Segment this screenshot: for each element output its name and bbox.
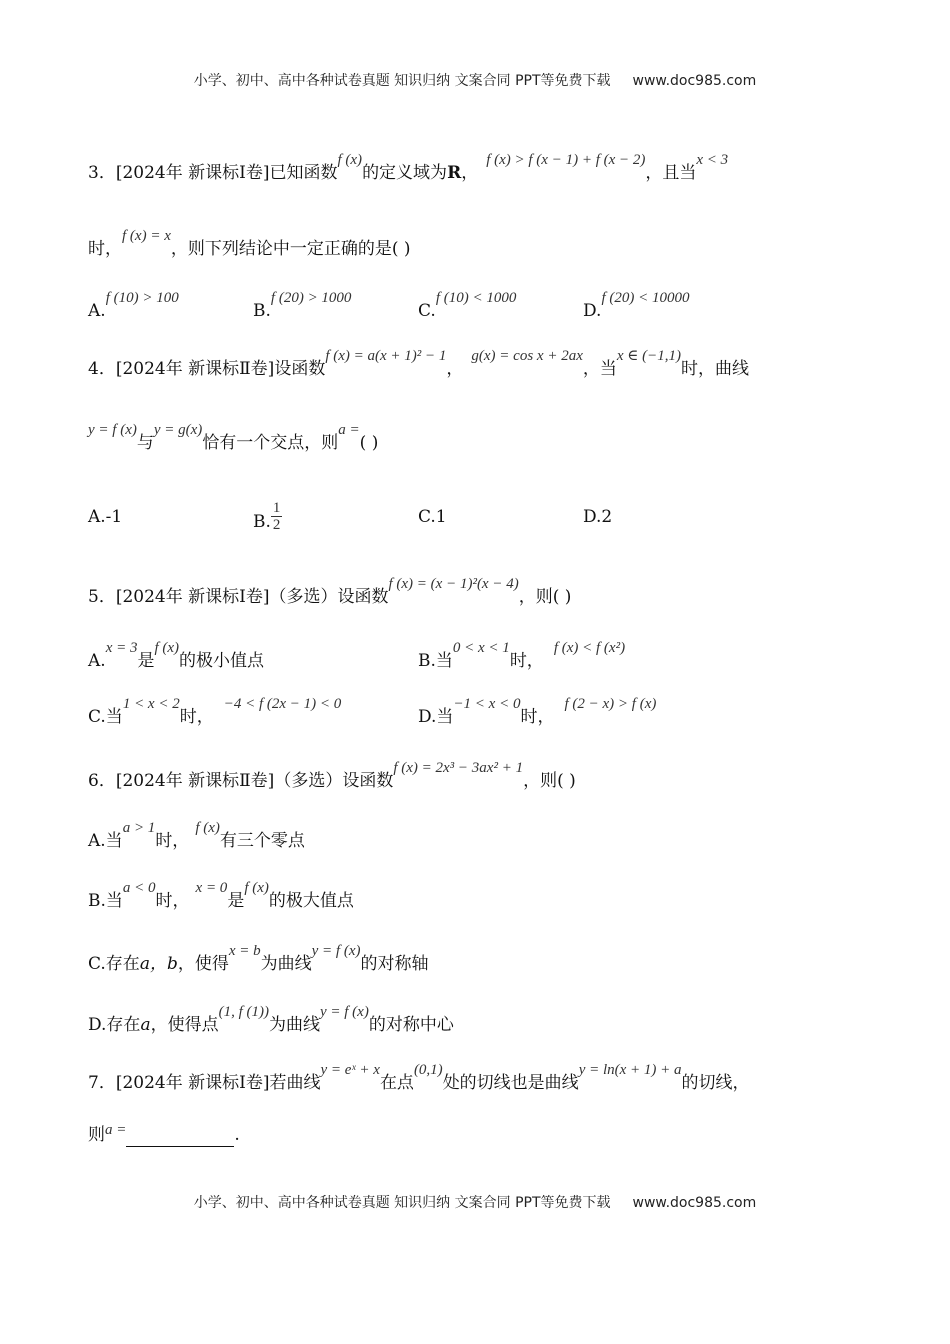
option-math: f (2 − x) > f (x) [564, 696, 657, 712]
option-label: B. [253, 512, 271, 532]
q5-option-c[interactable] [88, 696, 342, 729]
option-text: 的对称轴 [360, 954, 429, 974]
fraction-denominator: 2 [272, 517, 281, 533]
option-math: y = f (x) [319, 1004, 369, 1020]
q3-text: 已知函数 [269, 163, 338, 183]
q4-text: 与 [136, 433, 154, 453]
q4-math: f (x) = a(x + 1)² − 1 [325, 348, 447, 364]
answer-blank[interactable] [126, 1128, 234, 1147]
option-text: 的对称中心 [368, 1015, 454, 1035]
q4-option-b[interactable] [253, 500, 282, 539]
q3-option-b[interactable] [253, 290, 352, 323]
q3-text: 时， [88, 239, 122, 259]
q3-math: f (x) [337, 152, 363, 168]
q7-math: y = eˣ + x [320, 1062, 380, 1078]
question-7 [88, 1062, 750, 1095]
option-math: −1 < x < 0 [453, 696, 521, 712]
q3-bold-r: R [447, 163, 462, 183]
q7-text: 处的切线也是曲线 [442, 1073, 579, 1093]
q4-text: ( ) [359, 433, 379, 453]
q7-text: . [234, 1125, 240, 1145]
q4-math: g(x) = cos x + 2ax [471, 348, 583, 364]
q5-option-b[interactable] [418, 640, 626, 673]
option-math: f (20) < 10000 [601, 290, 690, 306]
option-label: A. [88, 301, 106, 321]
q3-tag: [2024年 新课标Ⅰ卷] [115, 163, 270, 183]
q4-text: 设函数 [274, 359, 326, 379]
q3-option-c[interactable] [418, 290, 517, 323]
footer-text: 小学、初中、高中各种试卷真题 知识归纳 文案合同 PPT等免费下载 [193, 1195, 611, 1211]
q4-tag: [2024年 新课标Ⅱ卷] [115, 359, 275, 379]
option-text: 时， [520, 707, 555, 727]
q5-tag: [2024年 新课标Ⅰ卷] [115, 587, 270, 607]
option-label: C.当 [88, 707, 123, 727]
option-label: B. [253, 301, 271, 321]
question-6 [88, 760, 576, 793]
q3-math: f (x) > f (x − 1) + f (x − 2) [486, 152, 646, 168]
option-text: 时， [179, 707, 214, 727]
q3-option-a[interactable] [88, 290, 179, 323]
option-math: f (x) [244, 880, 269, 896]
q4-math: a = [338, 422, 360, 438]
option-math: x = 0 [195, 880, 228, 896]
q5-option-a[interactable] [88, 640, 265, 673]
option-text: 为曲线 [260, 954, 312, 974]
q7-text: 在点 [379, 1073, 414, 1093]
q3-number: 3． [88, 163, 116, 183]
option-math: f (10) < 1000 [435, 290, 517, 306]
option-label: A. [88, 651, 106, 671]
q3-math: f (x) = x [122, 228, 171, 244]
q6-option-d[interactable] [88, 1004, 454, 1037]
option-text: 的极小值点 [179, 651, 265, 671]
page-header [0, 70, 950, 90]
fraction-numerator: 1 [272, 500, 281, 516]
q5-math: f (x) = (x − 1)²(x − 4) [388, 576, 519, 592]
q4-text: 恰有一个交点，则 [202, 433, 339, 453]
header-site[interactable]: www.doc985.com [632, 73, 757, 89]
q6-text: （多选）设函数 [274, 771, 394, 791]
option-text: 时， [155, 831, 190, 851]
q7-number: 7． [88, 1073, 116, 1093]
option-text: 时， [509, 651, 544, 671]
q6-math: f (x) = 2x³ − 3ax² + 1 [393, 760, 524, 776]
option-variables: a [140, 1015, 151, 1035]
q5-number: 5． [88, 587, 116, 607]
q4-text: 时，曲线 [680, 359, 749, 379]
q7-text: 若曲线 [269, 1073, 321, 1093]
option-math: 0 < x < 1 [452, 640, 510, 656]
q6-option-b[interactable] [88, 880, 354, 913]
question-3 [88, 152, 729, 185]
question-5 [88, 576, 572, 609]
q4-math: y = g(x) [153, 422, 203, 438]
option-label: C. [418, 301, 436, 321]
option-math: f (x) [195, 820, 220, 836]
footer-site[interactable]: www.doc985.com [632, 1195, 757, 1211]
q5-text: ，则( ) [518, 587, 572, 607]
q4-math: y = f (x) [88, 422, 137, 438]
q4-math: x ∈ (−1,1) [616, 348, 681, 364]
option-text: ，使得点 [150, 1015, 219, 1035]
q5-option-d[interactable] [418, 696, 657, 729]
option-math: x = 3 [105, 640, 138, 656]
option-text: 为曲线 [268, 1015, 320, 1035]
q3-text: ，且当 [645, 163, 697, 183]
fraction-one-half [271, 500, 283, 533]
option-label: B.当 [88, 891, 123, 911]
option-math: f (20) > 1000 [270, 290, 352, 306]
option-label: D. [583, 301, 602, 321]
q4-text: ， [446, 359, 464, 379]
option-math: 1 < x < 2 [122, 696, 180, 712]
q4-text: ，当 [582, 359, 617, 379]
option-label: A.当 [88, 831, 123, 851]
q5-text: （多选）设函数 [269, 587, 389, 607]
q4-number: 4． [88, 359, 116, 379]
option-text: 有三个零点 [219, 831, 305, 851]
q7-math: a = [105, 1122, 127, 1138]
q3-text: 的定义域为 [362, 163, 448, 183]
option-label: D.存在 [88, 1015, 141, 1035]
option-math: −4 < f (2x − 1) < 0 [223, 696, 342, 712]
q6-number: 6． [88, 771, 116, 791]
q4-option-a[interactable]: A.-1 [88, 507, 123, 527]
q7-tag: [2024年 新课标Ⅰ卷] [115, 1073, 270, 1093]
q3-math: x < 3 [696, 152, 729, 168]
option-label: C.存在 [88, 954, 140, 974]
q6-option-c[interactable] [88, 943, 429, 976]
q4-option-d[interactable]: D.2 [583, 507, 613, 527]
q6-option-a[interactable] [88, 820, 305, 853]
option-variables: a，b [139, 954, 178, 974]
q7-math: y = ln(x + 1) + a [578, 1062, 682, 1078]
q6-text: ，则( ) [523, 771, 576, 791]
option-math: f (10) > 100 [105, 290, 179, 306]
page-footer [0, 1192, 950, 1212]
q7-math: (0,1) [413, 1062, 443, 1078]
q4-option-c[interactable]: C.1 [418, 507, 447, 527]
q6-tag: [2024年 新课标Ⅱ卷] [115, 771, 275, 791]
option-math: a < 0 [122, 880, 156, 896]
option-text: 是 [227, 891, 245, 911]
option-math: y = f (x) [311, 943, 361, 959]
question-4 [88, 348, 749, 381]
option-math: f (x) < f (x²) [553, 640, 626, 656]
option-math: x = b [228, 943, 261, 959]
q3-option-d[interactable] [583, 290, 690, 323]
option-text: 的极大值点 [268, 891, 354, 911]
option-label: D.当 [418, 707, 454, 727]
q3-text: ， [461, 163, 479, 183]
q7-text: 则 [88, 1125, 105, 1145]
option-text: 时， [155, 891, 190, 911]
option-text: 是 [137, 651, 155, 671]
option-math: a > 1 [122, 820, 156, 836]
option-label: B.当 [418, 651, 453, 671]
header-text: 小学、初中、高中各种试卷真题 知识归纳 文案合同 PPT等免费下载 [193, 73, 611, 89]
question-4-line2 [88, 422, 379, 455]
option-text: ，使得 [177, 954, 229, 974]
option-math: f (x) [154, 640, 180, 656]
q7-text: 的切线， [681, 1073, 750, 1093]
q3-text: ，则下列结论中一定正确的是( ) [170, 239, 411, 259]
question-7-line2 [88, 1124, 240, 1147]
question-3-line2 [88, 228, 411, 261]
option-math: (1, f (1)) [218, 1004, 269, 1020]
